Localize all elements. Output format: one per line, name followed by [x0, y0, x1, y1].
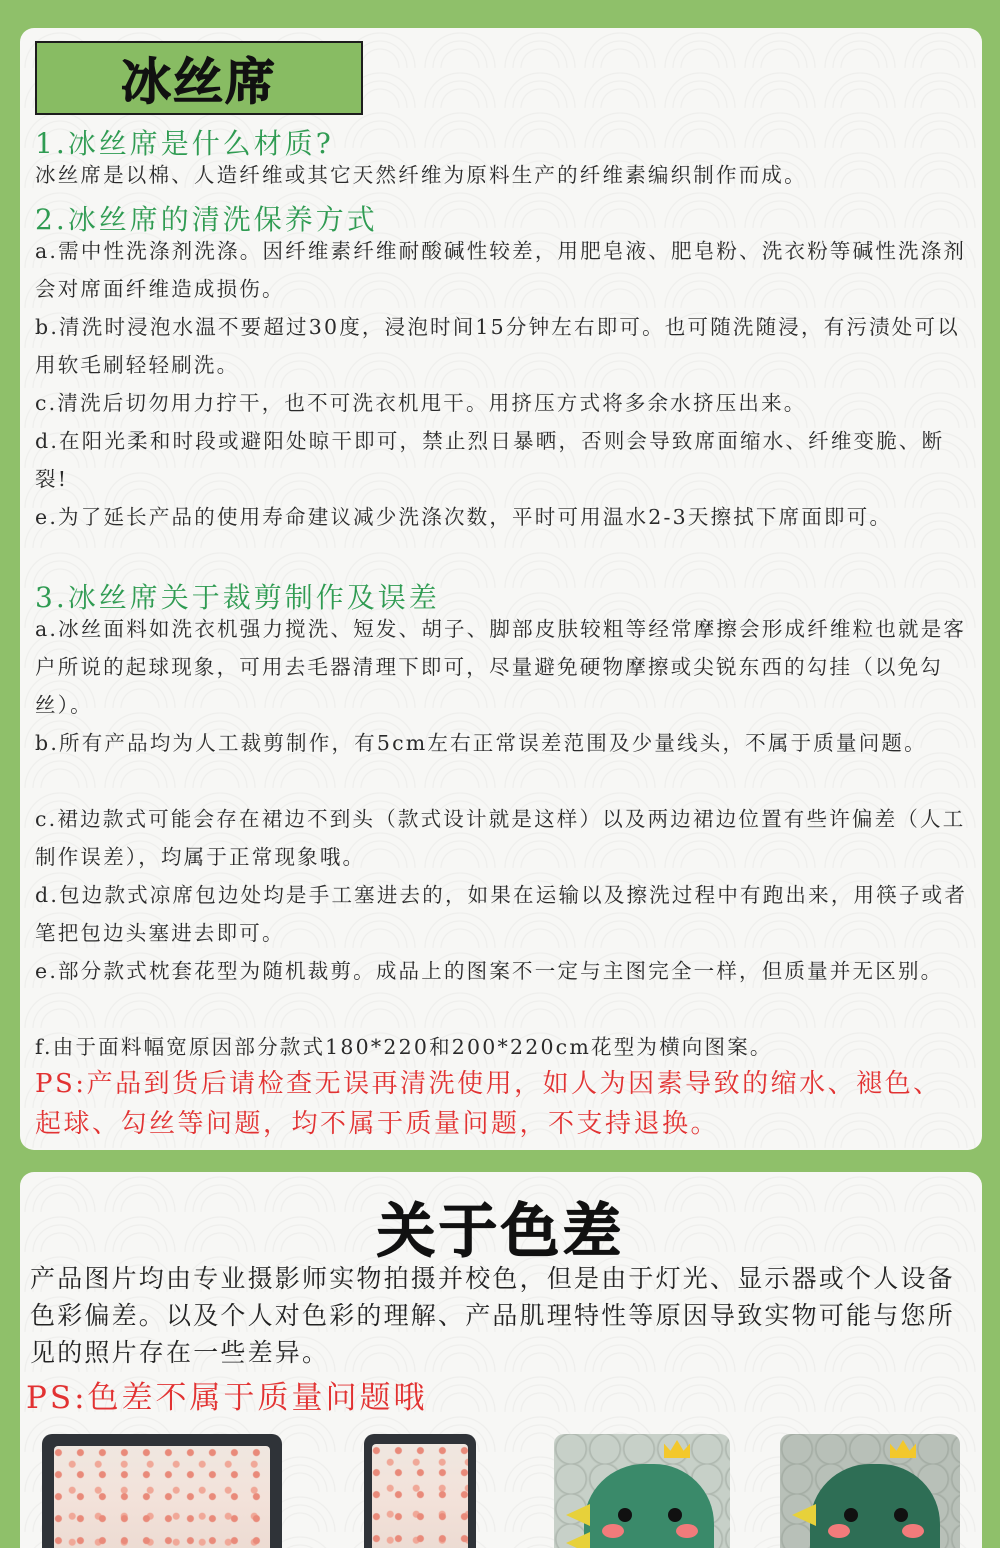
dinosaur-spike	[566, 1532, 590, 1548]
cutting-item-e: e.部分款式枕套花型为随机裁剪。成品上的图案不一定与主图完全一样，但质量并无区别。	[35, 959, 944, 983]
dinosaur-spike	[566, 1504, 590, 1526]
dinosaur-figure	[584, 1464, 714, 1548]
cutting-item-d: d.包边款式凉席包边处均是手工塞进去的，如果在运输以及擦洗过程中有跑出来，用筷子或者笔把包边头塞进去即可。	[35, 883, 968, 945]
care-item-b: b.清洗时浸泡水温不要超过30度，浸泡时间15分钟左右即可。也可随洗随浸，有污渍处可以用软毛刷轻轻刷洗。	[35, 315, 960, 377]
crown-icon	[664, 1440, 690, 1458]
dinosaur-cheek	[902, 1524, 924, 1538]
color-difference-title: 关于色差	[376, 1197, 625, 1265]
dinosaur-spike	[792, 1504, 816, 1526]
color-difference-panel	[20, 1172, 982, 1548]
question-1-text: 冰丝席是以棉、人造纤维或其它天然纤维为原料生产的纤维素编织制作而成。	[35, 163, 807, 187]
question-3-heading: 3.冰丝席关于裁剪制作及误差	[35, 581, 440, 614]
dinosaur-cheek	[828, 1524, 850, 1538]
care-item-c: c.清洗后切勿用力拧干，也不可洗衣机甩干。用挤压方式将多余水挤压出来。	[35, 391, 807, 415]
ps-warning: PS:产品到货后请检查无误再清洗使用，如人为因素导致的缩水、褪色、起球、勾丝等问题，均不属于质量问题，不支持退换。	[35, 1069, 942, 1139]
care-item-e: e.为了延长产品的使用寿命建议减少洗涤次数，平时可用温水2-3天擦拭下席面即可。	[35, 505, 893, 529]
crown-icon	[890, 1440, 916, 1458]
dinosaur-cheek	[676, 1524, 698, 1538]
thumbnail-dinosaur-pattern	[554, 1434, 730, 1548]
dinosaur-eye	[894, 1508, 908, 1522]
dinosaur-cheek	[602, 1524, 624, 1538]
cutting-item-f: f.由于面料幅宽原因部分款式180*220和200*220cm花型为横向图案。	[35, 1035, 773, 1059]
bed-photo-image	[372, 1444, 468, 1548]
care-instructions-panel	[20, 28, 982, 1150]
dinosaur-figure	[810, 1464, 940, 1548]
bed-photo-image	[54, 1446, 270, 1548]
cutting-item-c: c.裙边款式可能会存在裙边不到头（款式设计就是这样）以及两边裙边位置有些许偏差（人工制作误差），均属于正常现象哦。	[35, 807, 966, 869]
question-2-heading: 2.冰丝席的清洗保养方式	[35, 203, 378, 236]
care-item-d: d.在阳光柔和时段或避阳处晾干即可，禁止烈日暴晒，否则会导致席面缩水、纤维变脆、断裂!	[35, 429, 945, 491]
dinosaur-eye	[844, 1508, 858, 1522]
section-title-box	[35, 41, 363, 115]
dinosaur-eye	[668, 1508, 682, 1522]
care-item-a: a.需中性洗涤剂洗涤。因纤维素纤维耐酸碱性较差，用肥皂液、肥皂粉、洗衣粉等碱性洗涤剂会对席面纤维造成损伤。	[35, 239, 967, 301]
thumbnail-dinosaur-pattern-dark	[780, 1434, 960, 1548]
color-difference-text: 产品图片均由专业摄影师实物拍摄并校色，但是由于灯光、显示器或个人设备色彩偏差。以及个人对色彩的理解、产品肌理特性等原因导致实物可能与您所见的照片存在一些差异。	[30, 1264, 955, 1367]
color-difference-ps: PS:色差不属于质量问题哦	[26, 1380, 428, 1416]
section-title: 冰丝席	[121, 53, 277, 111]
thumbnail-monitor-photo	[42, 1434, 282, 1548]
question-1-heading: 1.冰丝席是什么材质?	[35, 127, 334, 160]
cutting-item-b: b.所有产品均为人工裁剪制作，有5cm左右正常误差范围及少量线头，不属于质量问题。	[35, 731, 927, 755]
dinosaur-eye	[618, 1508, 632, 1522]
thumbnail-tablet-photo	[364, 1434, 476, 1548]
cutting-item-a: a.冰丝面料如洗衣机强力搅洗、短发、胡子、脚部皮肤较粗等经常摩擦会形成纤维粒也就是客户所说的起球现象，可用去毛器清理下即可，尽量避免硬物摩擦或尖锐东西的勾挂（以免勾丝）。	[35, 617, 967, 717]
